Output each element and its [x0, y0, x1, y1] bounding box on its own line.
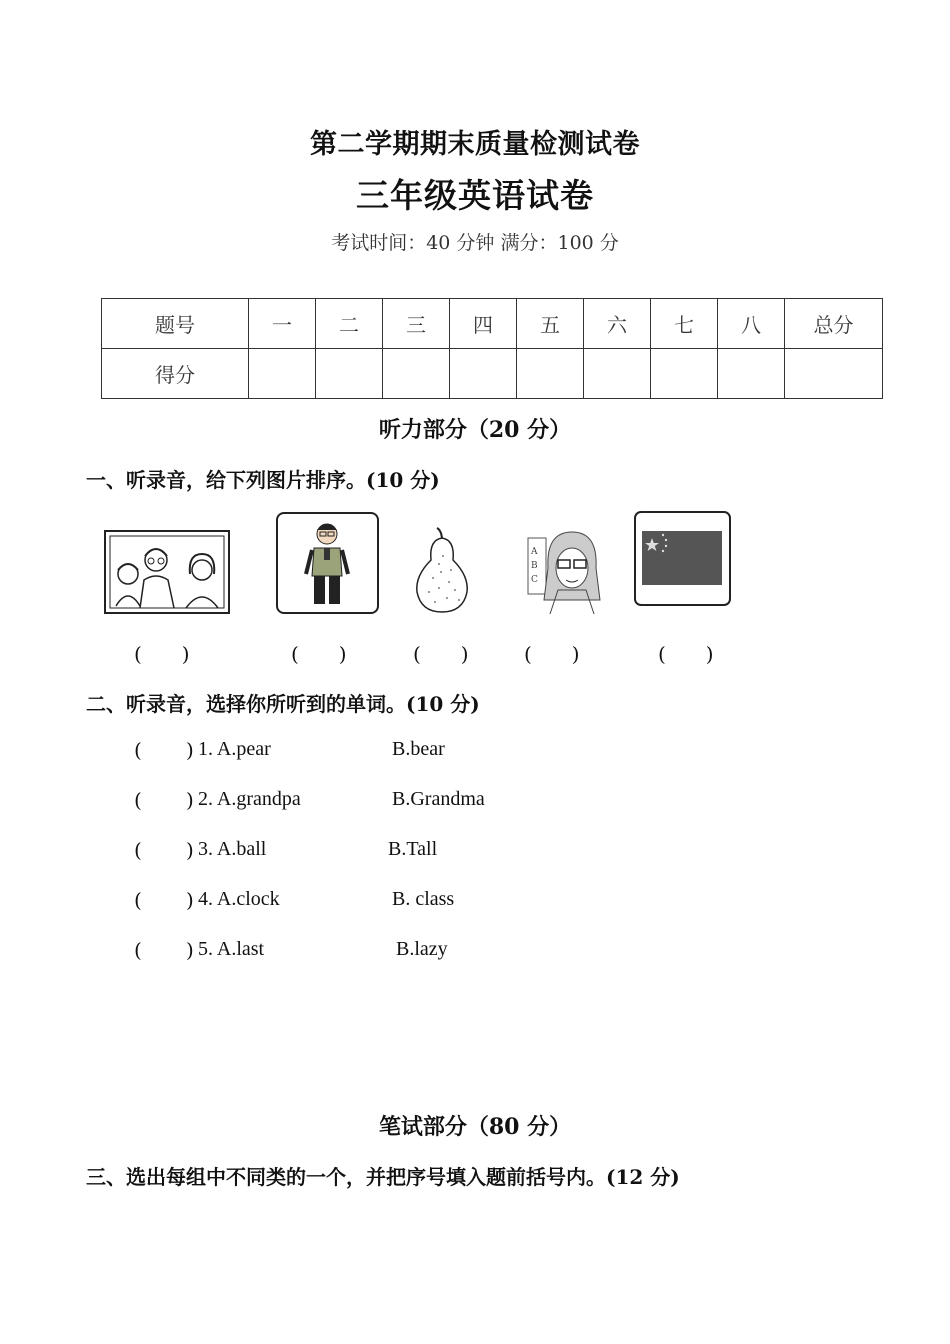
option-a: 5. A.last [198, 938, 265, 960]
man-with-glasses-picture [276, 512, 379, 614]
score-input-cell[interactable] [584, 349, 651, 399]
table-cell: 五 [517, 299, 584, 349]
svg-text:A: A [531, 547, 538, 557]
answer-bracket[interactable]: ( [134, 938, 142, 962]
woman-with-glasses-picture [526, 528, 608, 614]
table-cell: 二 [316, 299, 383, 349]
answer-bracket[interactable]: ( ) [658, 642, 714, 666]
option-b: B.Tall [388, 838, 438, 860]
option-b: B.bear [392, 738, 445, 760]
score-table [101, 298, 883, 399]
table-cell: 三 [383, 299, 450, 349]
family-photo-picture [104, 530, 230, 614]
table-cell: 四 [450, 299, 517, 349]
table-cell: 七 [651, 299, 718, 349]
answer-bracket[interactable]: ( ) [413, 642, 469, 666]
china-flag-picture [634, 511, 731, 606]
table-cell: 八 [718, 299, 785, 349]
score-input-cell[interactable] [383, 349, 450, 399]
svg-text:C: C [531, 575, 538, 585]
answer-bracket[interactable]: ( ) [291, 642, 347, 666]
score-table-header-row [102, 299, 883, 349]
score-input-cell[interactable] [517, 349, 584, 399]
paper-subtitle: 三年级英语试卷 [356, 176, 594, 215]
paper-title: 第二学期期末质量检测试卷 [310, 129, 640, 160]
listening-section-title: 听力部分（20 分） [378, 417, 572, 443]
score-input-cell[interactable] [249, 349, 316, 399]
option-b: B. class [392, 888, 455, 910]
question-1-heading: 一、听录音，给下列图片排序。(10 分) [86, 468, 440, 492]
option-a: 3. A.ball [198, 838, 267, 860]
svg-text:B: B [531, 561, 538, 571]
option-a: 4. A.clock [198, 888, 280, 910]
answer-bracket[interactable]: ( ) [134, 642, 190, 666]
table-cell: 六 [584, 299, 651, 349]
score-input-cell[interactable] [651, 349, 718, 399]
question-2-heading: 二、听录音，选择你所听到的单词。(10 分) [86, 692, 480, 716]
writing-section-title: 笔试部分（80 分） [378, 1114, 572, 1140]
option-b: B.Grandma [392, 788, 485, 810]
score-input-cell[interactable] [316, 349, 383, 399]
pear-picture [411, 526, 473, 614]
answer-bracket[interactable]: ( [134, 888, 142, 912]
score-input-cell[interactable] [785, 349, 883, 399]
option-b: B.lazy [396, 938, 448, 960]
table-cell: 得分 [102, 349, 249, 399]
table-cell: 总分 [785, 299, 883, 349]
answer-bracket[interactable]: ( [134, 838, 142, 862]
answer-bracket[interactable]: ( [134, 738, 142, 762]
answer-bracket[interactable]: ( ) [524, 642, 580, 666]
question-3-heading: 三、选出每组中不同类的一个，并把序号填入题前括号内。(12 分) [86, 1165, 680, 1189]
answer-bracket-close: ) [186, 738, 194, 762]
answer-bracket-close: ) [186, 938, 194, 962]
option-a: 2. A.grandpa [198, 788, 301, 810]
answer-bracket-close: ) [186, 788, 194, 812]
option-a: 1. A.pear [198, 738, 271, 760]
answer-bracket-close: ) [186, 838, 194, 862]
score-table-score-row [102, 349, 883, 399]
table-cell: 题号 [102, 299, 249, 349]
exam-info: 考试时间：40 分钟 满分：100 分 [331, 232, 619, 254]
score-input-cell[interactable] [450, 349, 517, 399]
score-input-cell[interactable] [718, 349, 785, 399]
answer-bracket-close: ) [186, 888, 194, 912]
answer-bracket[interactable]: ( [134, 788, 142, 812]
table-cell: 一 [249, 299, 316, 349]
